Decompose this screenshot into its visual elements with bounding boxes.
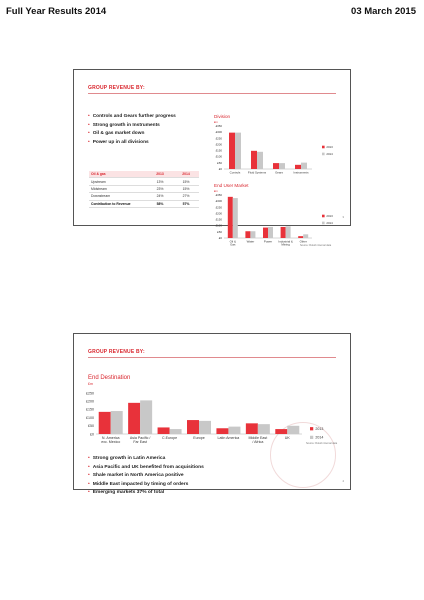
bar-2013 (99, 412, 111, 434)
y-tick-label: £350 (215, 124, 222, 129)
legend-swatch (322, 146, 325, 149)
bar-2013 (251, 151, 257, 169)
page-number: 4 (342, 479, 344, 483)
bar-2014 (287, 426, 299, 434)
end-user-market-chart (212, 193, 342, 248)
x-tick-label: Gears (275, 170, 283, 175)
y-tick-label: £150 (86, 407, 94, 412)
x-tick-label: Asia Pacific / Far East (129, 436, 151, 445)
bar-2013 (128, 403, 140, 434)
bar-2013 (216, 428, 228, 434)
bullet-item: • Shale market in North America positive (88, 472, 204, 481)
bullet-list (88, 113, 176, 147)
legend-swatch (310, 427, 313, 430)
slide-title: GROUP REVENUE BY: (88, 349, 145, 355)
source-note: Source: Rotork internal data (300, 244, 332, 247)
bar-2014 (303, 234, 308, 238)
y-tick-label: £100 (86, 415, 94, 420)
bullet-item: • Controls and Gears further progress (88, 113, 176, 122)
bar-2014 (279, 163, 285, 169)
bar-2013 (281, 227, 286, 238)
x-tick-label: Instruments (293, 170, 309, 175)
bullet-item: • Strong growth in Instruments (88, 122, 176, 131)
table-cell: Upstream (89, 178, 147, 185)
table-cell: 57% (173, 200, 199, 207)
bar-2014 (257, 152, 263, 169)
bar-2014 (199, 421, 211, 434)
table-cell: 23% (147, 185, 173, 192)
x-tick-label: Controls (229, 170, 241, 175)
y-tick-label: £250 (86, 391, 94, 396)
bar-2013 (275, 429, 287, 434)
x-tick-label: C.Europe (161, 436, 178, 441)
table-cell: Contribution to Revenue (89, 200, 147, 207)
chart-title: End User Market (214, 183, 249, 188)
y-tick-label: £350 (215, 193, 222, 198)
bar-2014 (111, 411, 123, 434)
y-tick-label: £0 (90, 432, 94, 437)
x-tick-label: Oil & Gas (229, 239, 236, 247)
chart-unit: £m (214, 120, 218, 124)
table-cell: 24% (147, 193, 173, 200)
table-total-row (89, 200, 199, 207)
y-tick-label: £200 (215, 211, 222, 216)
table-header-row (89, 171, 199, 178)
x-tick-label: Fluid Systems (247, 170, 267, 175)
bar-2014 (228, 427, 240, 434)
x-tick-label: Middle East / Africa (248, 436, 268, 445)
title-divider (88, 357, 336, 358)
y-tick-label: £300 (215, 199, 222, 204)
y-tick-label: £250 (215, 136, 222, 141)
x-tick-label: Latin America (217, 436, 240, 441)
bar-2013 (229, 133, 235, 169)
bar-2013 (263, 228, 268, 238)
y-tick-label: £50 (217, 229, 222, 234)
table-row (89, 193, 199, 200)
y-tick-label: £0 (218, 236, 222, 241)
bullet-item: • Oil & gas market down (88, 130, 176, 139)
source-note: Source: Rotork internal data (306, 442, 338, 445)
title-divider (88, 93, 336, 94)
legend-swatch (310, 436, 313, 439)
bar-2013 (187, 420, 199, 434)
y-tick-label: £300 (215, 130, 222, 135)
y-tick-label: £0 (218, 167, 222, 172)
y-tick-label: £50 (217, 160, 222, 165)
x-tick-label: N. America exc. Mexico (101, 436, 121, 445)
legend-label: 2013 (326, 214, 333, 218)
bar-2013 (298, 236, 303, 238)
oil-gas-table (89, 171, 199, 208)
end-destination-chart (82, 390, 344, 446)
bar-2014 (258, 424, 270, 434)
table-row (89, 178, 199, 185)
y-tick-label: £250 (215, 205, 222, 210)
y-tick-label: £150 (215, 148, 222, 153)
slide-title: GROUP REVENUE BY: (88, 85, 145, 91)
bullet-item: • Middle East impacted by timing of orders (88, 481, 204, 490)
division-chart (212, 124, 342, 179)
chart-unit: £m (214, 189, 218, 193)
chart-title: Division (214, 114, 231, 119)
bar-2014 (286, 226, 291, 238)
y-tick-label: £150 (215, 217, 222, 222)
bar-2014 (170, 429, 182, 434)
bar-2013 (246, 423, 258, 434)
table-cell: 13% (147, 178, 173, 185)
legend-label: 2014 (326, 151, 333, 156)
bullet-item: • Power up in all divisions (88, 139, 176, 148)
table-row (89, 185, 199, 192)
bar-2014 (235, 133, 241, 169)
y-tick-label: £50 (88, 424, 94, 429)
table-header-cell: 2014 (173, 171, 199, 178)
bullet-item: • Strong growth in Latin America (88, 455, 204, 464)
chart-title: End Destination (88, 375, 131, 381)
legend-label: 2014 (326, 220, 333, 225)
table-cell: Midstream (89, 185, 147, 192)
bar-2014 (301, 163, 307, 169)
document-date: 03 March 2015 (351, 6, 416, 17)
bar-2014 (233, 198, 238, 238)
x-tick-label: Power (263, 239, 273, 244)
bullet-item: • Asia Pacific and UK benefited from acquisitions (88, 464, 204, 473)
table-cell: Downstream (89, 193, 147, 200)
table-header-cell: 2013 (147, 171, 173, 178)
slide-division-end-user (73, 69, 351, 247)
x-tick-label: UK (284, 436, 290, 441)
legend-swatch (322, 153, 325, 156)
bullet-item: • Emerging markets 37% of total (88, 489, 204, 498)
page-number: 3 (342, 215, 344, 219)
bar-2014 (268, 227, 273, 238)
y-tick-label: £100 (215, 223, 222, 228)
legend-label: 2014 (315, 435, 324, 440)
bullet-list (88, 455, 204, 498)
table-cell: 58% (147, 200, 173, 207)
bar-2013 (228, 197, 233, 238)
table-cell: 27% (173, 193, 199, 200)
bar-2014 (250, 231, 255, 238)
slide-end-destination (73, 333, 351, 496)
table-cell: 15% (173, 178, 199, 185)
x-tick-label: Industrial & Mining (278, 239, 293, 247)
legend-swatch (322, 222, 325, 225)
y-tick-label: £100 (215, 154, 222, 159)
chart-unit: £m (88, 382, 93, 386)
x-tick-label: Water (246, 239, 255, 244)
bar-2013 (295, 165, 301, 169)
bar-2013 (158, 427, 170, 434)
bar-2013 (273, 163, 279, 169)
y-tick-label: £200 (215, 142, 222, 147)
table-cell: 15% (173, 185, 199, 192)
x-tick-label: Europe (193, 436, 205, 441)
legend-label: 2013 (326, 145, 333, 149)
legend-label: 2013 (315, 427, 324, 431)
legend-swatch (322, 215, 325, 218)
bar-2014 (140, 400, 152, 434)
x-tick-label: Other (299, 239, 307, 244)
table-header-cell: Oil & gas (89, 171, 147, 178)
document-title: Full Year Results 2014 (6, 6, 107, 17)
bar-2013 (245, 231, 250, 238)
y-tick-label: £200 (86, 399, 94, 404)
